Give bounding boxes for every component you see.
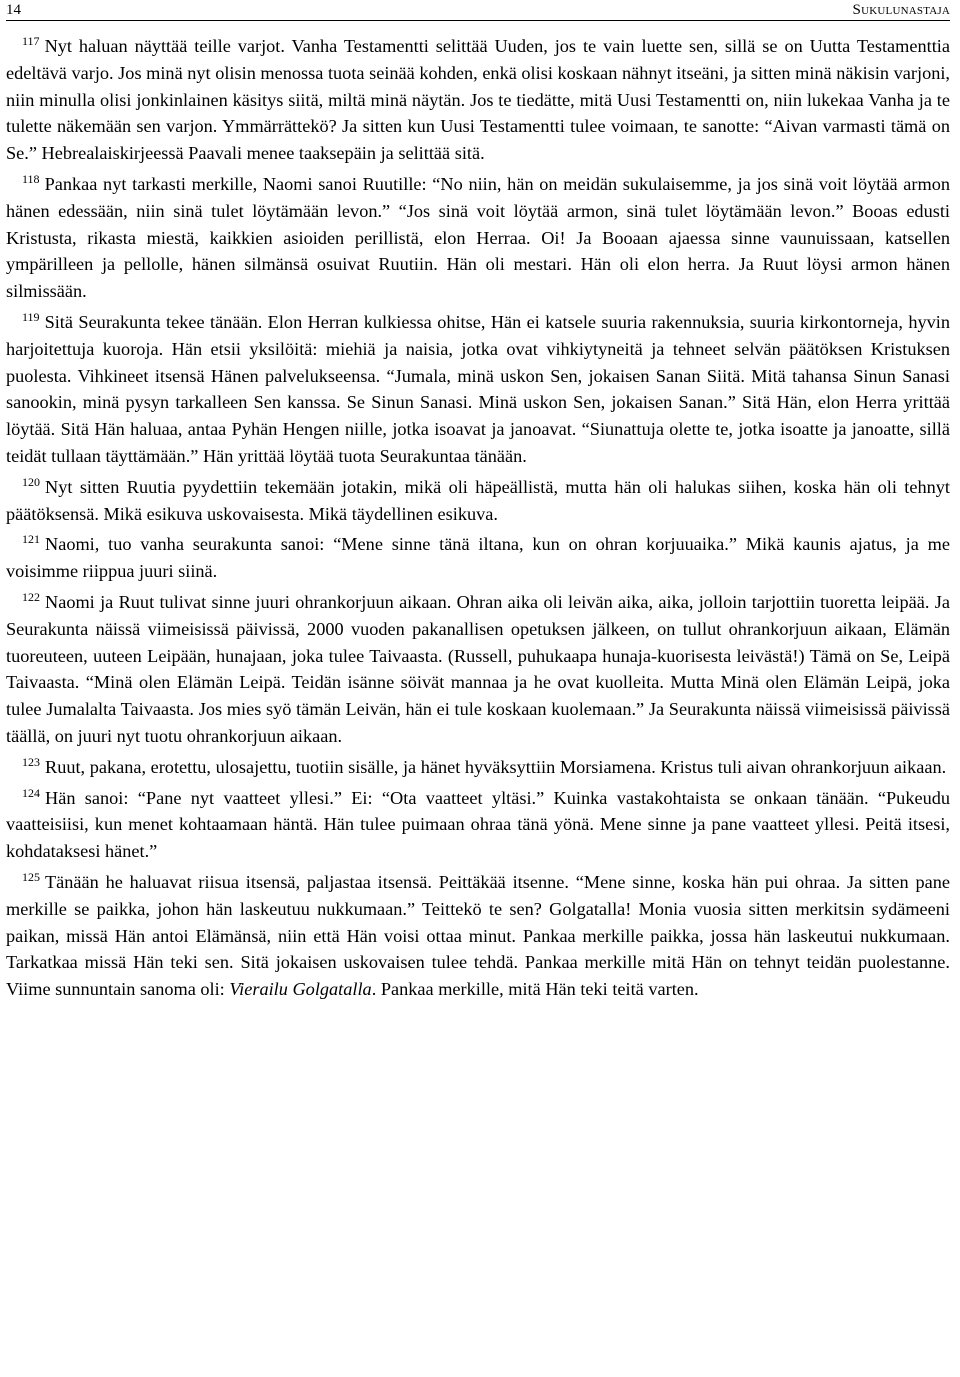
paragraph-text: Nyt sitten Ruutia pyydettiin tekemään jotakin, mikä oli häpeällistä, mutta hän oli halukas siihen, koska hän oli tehnyt päätöksensä. Mikä esikuva uskovaisesta. Mikä täydellinen esikuva.: [6, 476, 950, 524]
paragraph-text: Naomi ja Ruut tulivat sinne juuri ohrankorjuun aikaan. Ohran aika oli leivän aika, aika, jolloin tarjottiin tuoretta leipää. Ja Seurakunta näissä viimeisissä päivissä, 2000 vuoden pakanallisen opetuksen jälkeen, on tullut ohrankorjuun aikaan, Elämän tuoreuteen, uuteen Leipään, hunajaan, joka tulee Taivaasta. (Russell, puhukaapa hunaja-kuorisesta leivästä!) Tämä on Se, Leipä Taivaasta. “Minä olen Elämän Leipä. Teidän isänne söivät mannaa ja he ovat kuolleita. Mutta Minä olen Elämän Leipä, joka tulee Jumalalta Taivaasta. Jos mies syö tämän Leivän, hän ei tule koskaan kuolemaan.” Ja Seurakunta näissä viimeisissä päivissä täällä, on juuri nyt tuotu ohrankorjuun aikaan.: [6, 591, 950, 746]
paragraph-122: [6, 589, 950, 750]
paragraph-124: [6, 785, 950, 865]
verse-number: 124: [22, 785, 40, 800]
verse-number: 121: [22, 532, 40, 547]
paragraph-text: Tänään he haluavat riisua itsensä, paljastaa itsensä. Peittäkää itsenne. “Mene sinne, koska hän pui ohraa. Ja sitten pane merkille se paikka, johon hän laskeutuu nukkumaan.” Teittekö te sen? Golgatalla! Monia vuosia sitten merkitsin sydämeeni paikan, missä Hän antoi Elämänsä, niin että Hän voisi ottaa minut. Pankaa merkille paikka, jossa hän laskeutui nukkumaan. Tarkatkaa missä Hän teki sen. Sitä jokaisen uskovaisen tulee tehdä. Pankaa merkille mitä Hän on tehnyt teidän puolestanne. Viime sunnuntain sanoma oli:: [6, 871, 950, 1000]
paragraph-119: [6, 309, 950, 470]
paragraph-text: Ruut, pakana, erotettu, ulosajettu, tuotiin sisälle, ja hänet hyväksyttiin Morsiamena. Kristus tuli aivan ohrankorjuun aikaan.: [45, 756, 947, 777]
page-number: 14: [6, 2, 21, 18]
verse-number: 122: [22, 589, 40, 604]
verse-number: 118: [22, 171, 40, 186]
running-title: Sukulunastaja: [852, 2, 950, 18]
paragraph-125: [6, 869, 950, 1003]
verse-number: 123: [22, 754, 40, 769]
page-header: [6, 0, 950, 21]
paragraph-text: Pankaa nyt tarkasti merkille, Naomi sanoi Ruutille: “No niin, hän on meidän sukulaisemme, ja jos sinä voit löytää armon hänen edessään, niin sinä tulet löytämään levon.” “Jos sinä voit löytää armon, sinä tulet löytämään levon.” Booas edusti Kristusta, rikasta miestä, kaikkien asioiden perillistä, elon Herraa. Oi! Ja Booaan ajaessa sinne vaunuissaan, katsellen ympärilleen ja pellolle, hänen silmänsä osuivat Ruutiin. Hän oli mestari. Hän oli elon herra. Ja Ruut löysi armon hänen silmissään.: [6, 173, 950, 302]
paragraph-117: [6, 33, 950, 167]
sermon-title: Vierailu Golgatalla: [229, 979, 372, 1000]
paragraph-118: [6, 171, 950, 305]
verse-number: 120: [22, 474, 40, 489]
page-body: [6, 33, 950, 1007]
paragraph-120: [6, 474, 950, 528]
paragraph-text-tail: . Pankaa merkille, mitä Hän teki teitä varten.: [371, 979, 699, 1000]
verse-number: 117: [22, 34, 40, 48]
paragraph-text: Sitä Seurakunta tekee tänään. Elon Herran kulkiessa ohitse, Hän ei katsele suuria rakennuksia, suuria kirkontorneja, hyvin harjoitettuja kuoroja. Hän etsii yksilöitä: miehiä ja naisia, jotka ovat vihkiytyneitä ja tehneet selvän päätöksen Kristuksen puolesta. Vihkineet itsensä Hänen palvelukseensa. “Jumala, minä uskon Sen, jokaisen Sanan Siitä. Mitä tahansa Sinun Sanasi sanookin, minä pysyn tarkalleen Sen kanssa. Se Sinun Sanasi. Minä uskon Sen, jokaisen Sanan.” Sitä Hän, elon Herra yrittää löytää. Sitä Hän haluaa, antaa Pyhän Hengen niille, jotka isoavat ja janoavat. “Siunattuja olette te, jotka isoatte ja janoatte, sillä teidät tullaan täyttämään.” Hän yrittää löytää tuota Seurakuntaa tänään.: [6, 311, 950, 466]
verse-number: 125: [22, 869, 40, 884]
paragraph-text: Naomi, tuo vanha seurakunta sanoi: “Mene sinne tänä iltana, kun on ohran korjuuaika.” Mikä kaunis ajatus, ja me voisimme riippua juuri siinä.: [6, 534, 950, 582]
paragraph-text: Hän sanoi: “Pane nyt vaatteet yllesi.” Ei: “Ota vaatteet yltäsi.” Kuinka vastakohtaista se onkaan tänään. “Pukeudu vaatteisiisi, kun menet kohtaamaan häntä. Hän tulee puimaan ohraa tänä yönä. Mene sinne ja pane vaatteet yllesi. Peitä itsesi, kohdataksesi hänet.”: [6, 787, 950, 862]
paragraph-123: [6, 754, 950, 781]
paragraph-121: [6, 531, 950, 585]
verse-number: 119: [22, 309, 40, 324]
paragraph-text: Nyt haluan näyttää teille varjot. Vanha Testamentti selittää Uuden, jos te vain luette sen, sillä se on Uutta Testamenttia edeltävä varjo. Jos minä nyt olisin menossa tuota seinää kohden, enkä olisi koskaan nähnyt itseäni, ja sitten minä näkisin varjoni, niin minulla olisi jonkinlainen käsitys siitä, miltä minä näytän. Jos te tiedätte, mitä Uusi Testamentti on, niin lukekaa Vanha ja te tulette näkemään sen varjon. Ymmärrättekö? Ja sitten kun Uusi Testamentti tulee voimaan, te sanotte: “Aivan varmasti tämä on Se.” Hebrealaiskirjeessä Paavali menee taaksepäin ja selittää sitä.: [6, 36, 950, 164]
